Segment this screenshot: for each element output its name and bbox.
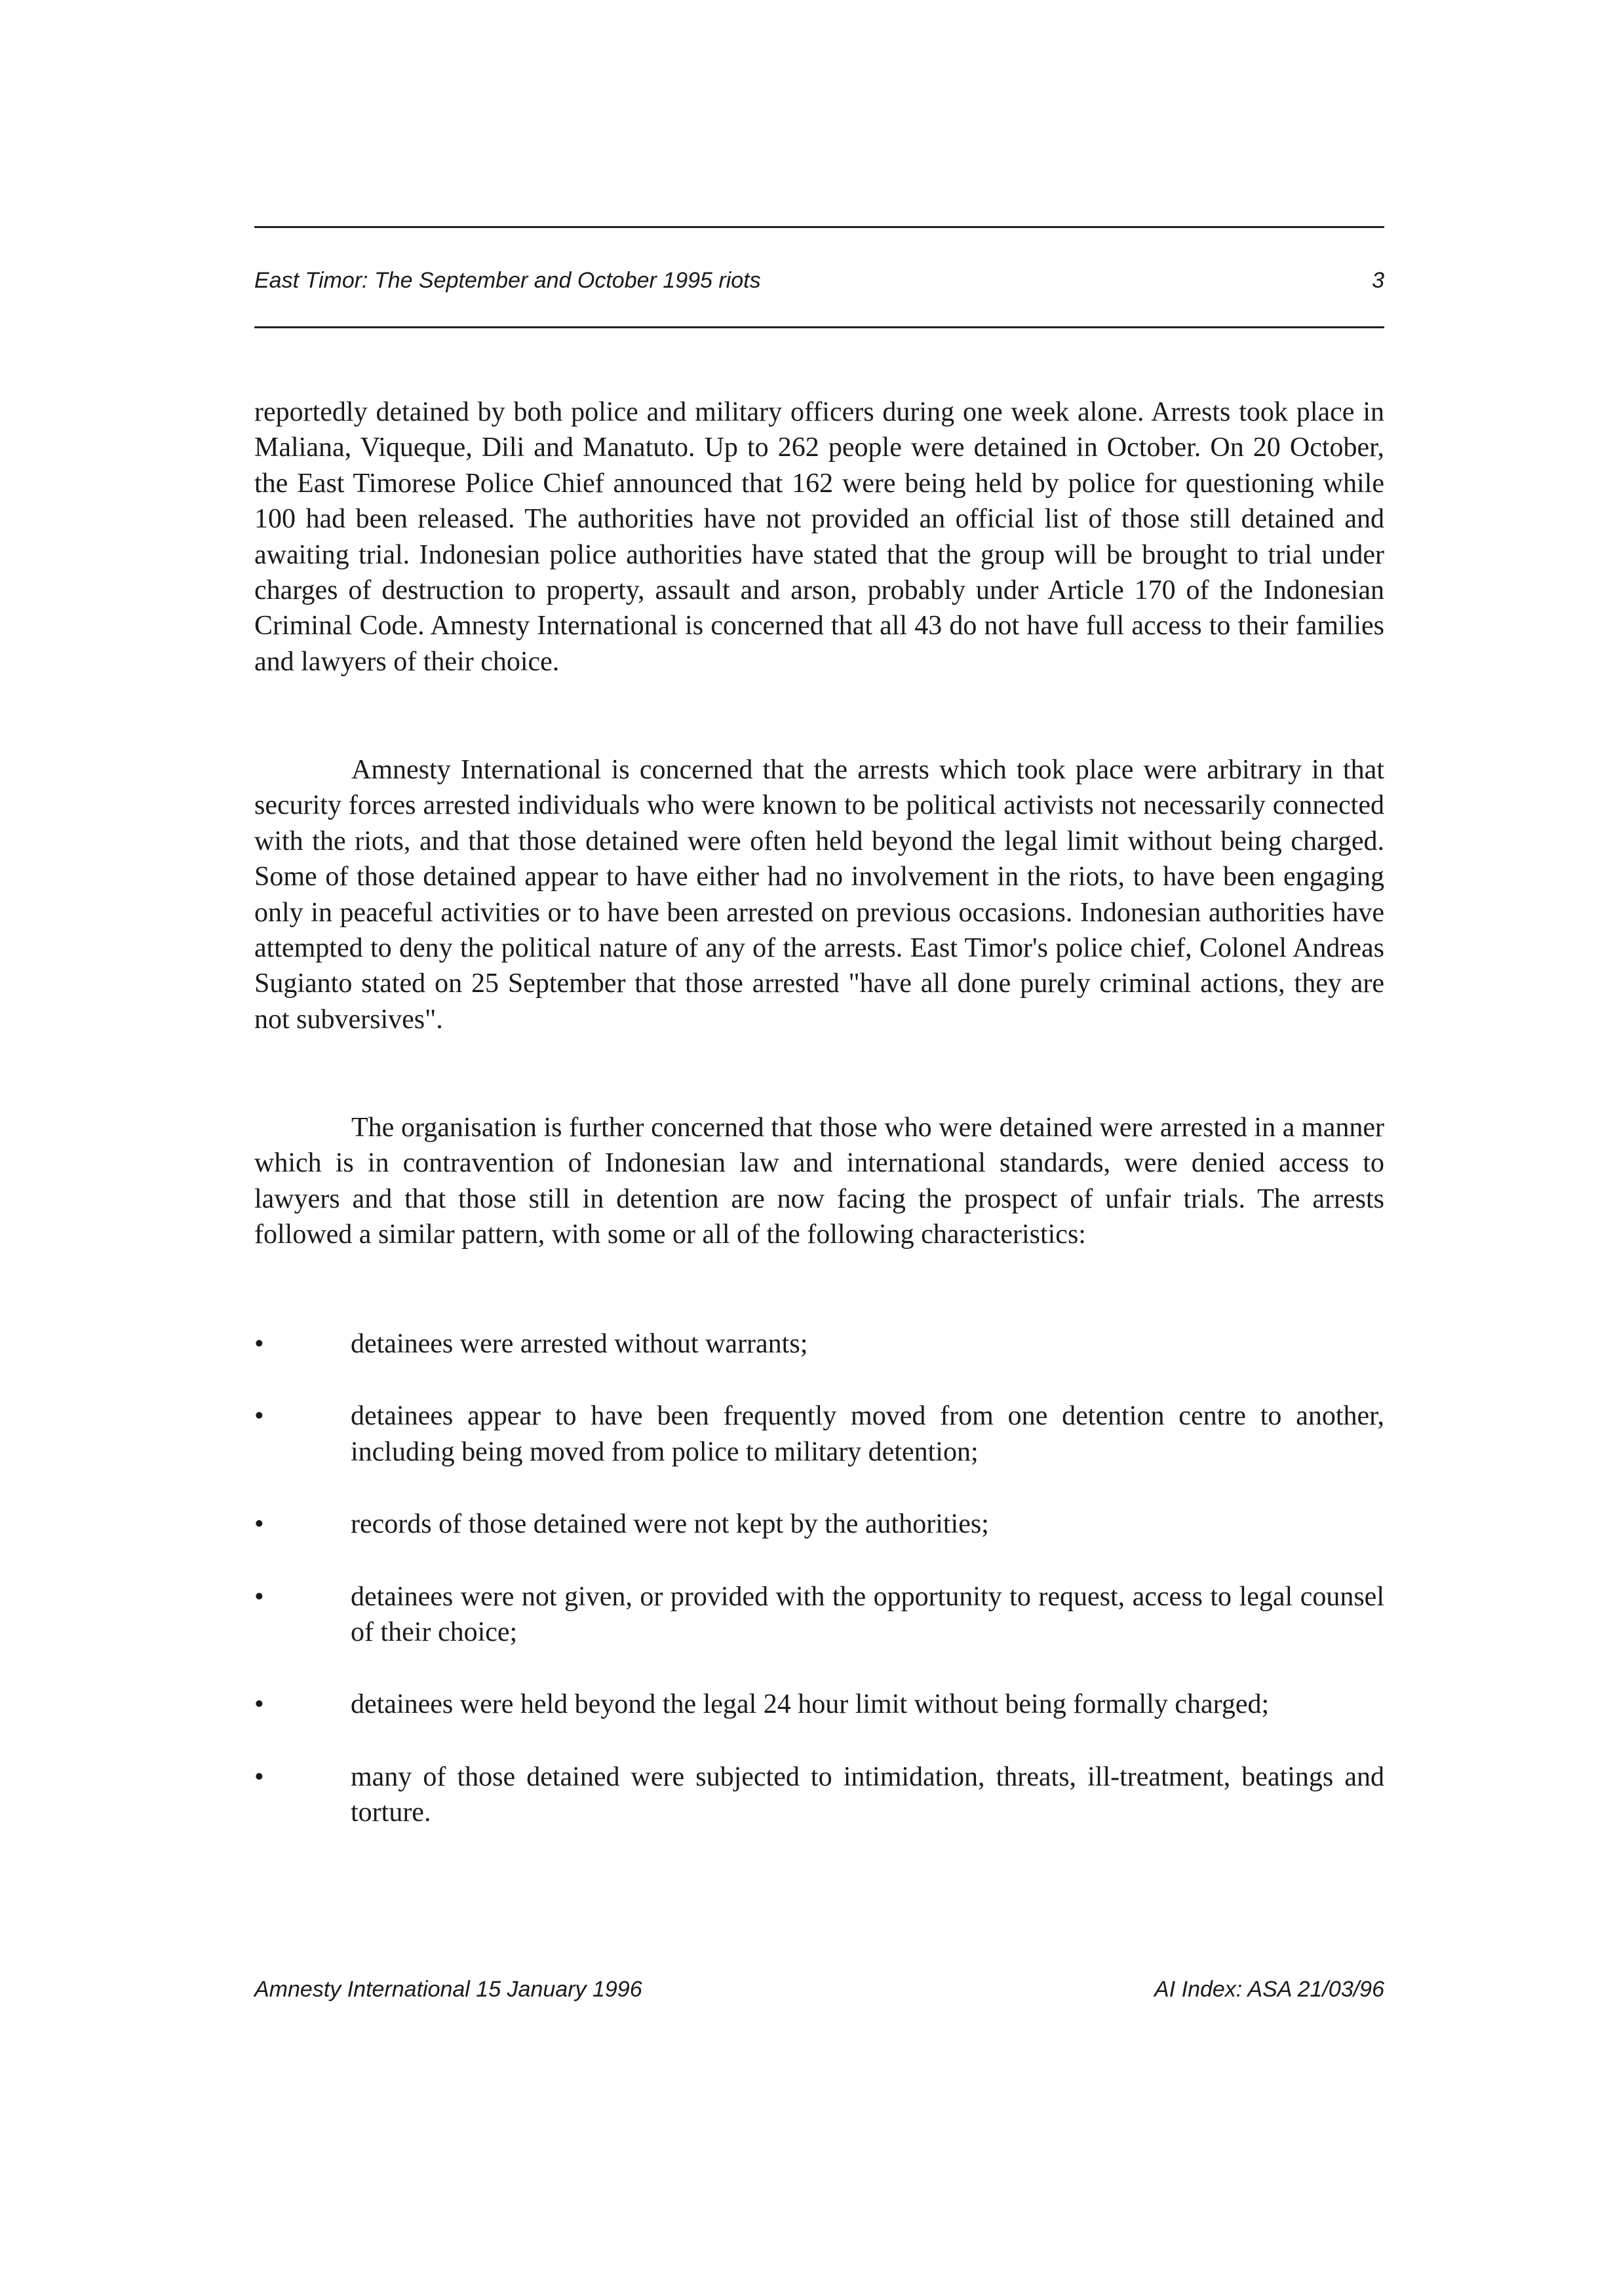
bullet-icon: •	[254, 1509, 264, 1540]
bullet-icon: •	[254, 1689, 264, 1720]
body-paragraph-2: Amnesty International is concerned that the arrests which took place were arbitrary in that security forces arrested individuals who were known to be political activists not necessarily connected with the riots, and that those detained were often held beyond the legal limit without being charged. Some of those detained appear to have either had no involvement in the riots, to have been engaging only in peaceful activities or to have been arrested on previous occasions. Indonesian authorities have attempted to deny the political nature of any of the arrests. East Timor's police chief, Colonel Andreas Sugianto stated on 25 September that those arrested "have all done purely criminal actions, they are not subversives".	[254, 755, 1384, 1035]
running-header-title: East Timor: The September and October 1995 riots	[254, 268, 761, 293]
header-top-rule	[254, 226, 1384, 228]
list-item	[254, 1506, 1384, 1542]
body-paragraph-1: reportedly detained by both police and military officers during one week alone. Arrests took place in Maliana, Viqueque, Dili and Manatuto. Up to 262 people were detained in October. On 20 October, the East Timorese Police Chief announced that 162 were being held by police for questioning while 100 had been released. The authorities have not provided an official list of those still detained and awaiting trial. Indonesian police authorities have stated that the group will be brought to trial under charges of destruction to property, assault and arson, probably under Article 170 of the Indonesian Criminal Code. Amnesty International is concerned that all 43 do not have full access to their families and lawyers of their choice.	[254, 397, 1384, 677]
page-number: 3	[1372, 268, 1384, 293]
list-item-text: many of those detained were subjected to intimidation, threats, ill-treatment, beatings and torture.	[351, 1761, 1384, 1828]
footer-publisher-date: Amnesty International 15 January 1996	[254, 1977, 642, 2002]
bullet-icon: •	[254, 1581, 264, 1612]
characteristics-list	[254, 1326, 1384, 1867]
footer-ai-index: AI Index: ASA 21/03/96	[1154, 1977, 1384, 2002]
list-item-text: detainees were not given, or provided with the opportunity to request, access to legal counsel of their choice;	[351, 1581, 1384, 1648]
bullet-icon: •	[254, 1761, 264, 1792]
list-item	[254, 1687, 1384, 1722]
list-item-text: detainees appear to have been frequently moved from one detention centre to another, including being moved from police to military detention;	[351, 1401, 1384, 1467]
header-bottom-rule	[254, 326, 1384, 328]
bullet-icon: •	[254, 1401, 264, 1432]
bullet-icon: •	[254, 1329, 264, 1359]
list-item	[254, 1326, 1384, 1362]
list-item	[254, 1759, 1384, 1831]
list-item	[254, 1579, 1384, 1651]
list-item-text: detainees were arrested without warrants;	[351, 1329, 808, 1359]
list-item-text: records of those detained were not kept by the authorities;	[351, 1509, 989, 1540]
list-item-text: detainees were held beyond the legal 24 hour limit without being formally charged;	[351, 1689, 1270, 1720]
body-paragraph-3: The organisation is further concerned that those who were detained were arrested in a manner which is in contravention of Indonesian law and international standards, were denied access to lawyers and that those still in detention are now facing the prospect of unfair trials. The arrests followed a similar pattern, with some or all of the following characteristics:	[254, 1113, 1384, 1250]
list-item	[254, 1398, 1384, 1470]
